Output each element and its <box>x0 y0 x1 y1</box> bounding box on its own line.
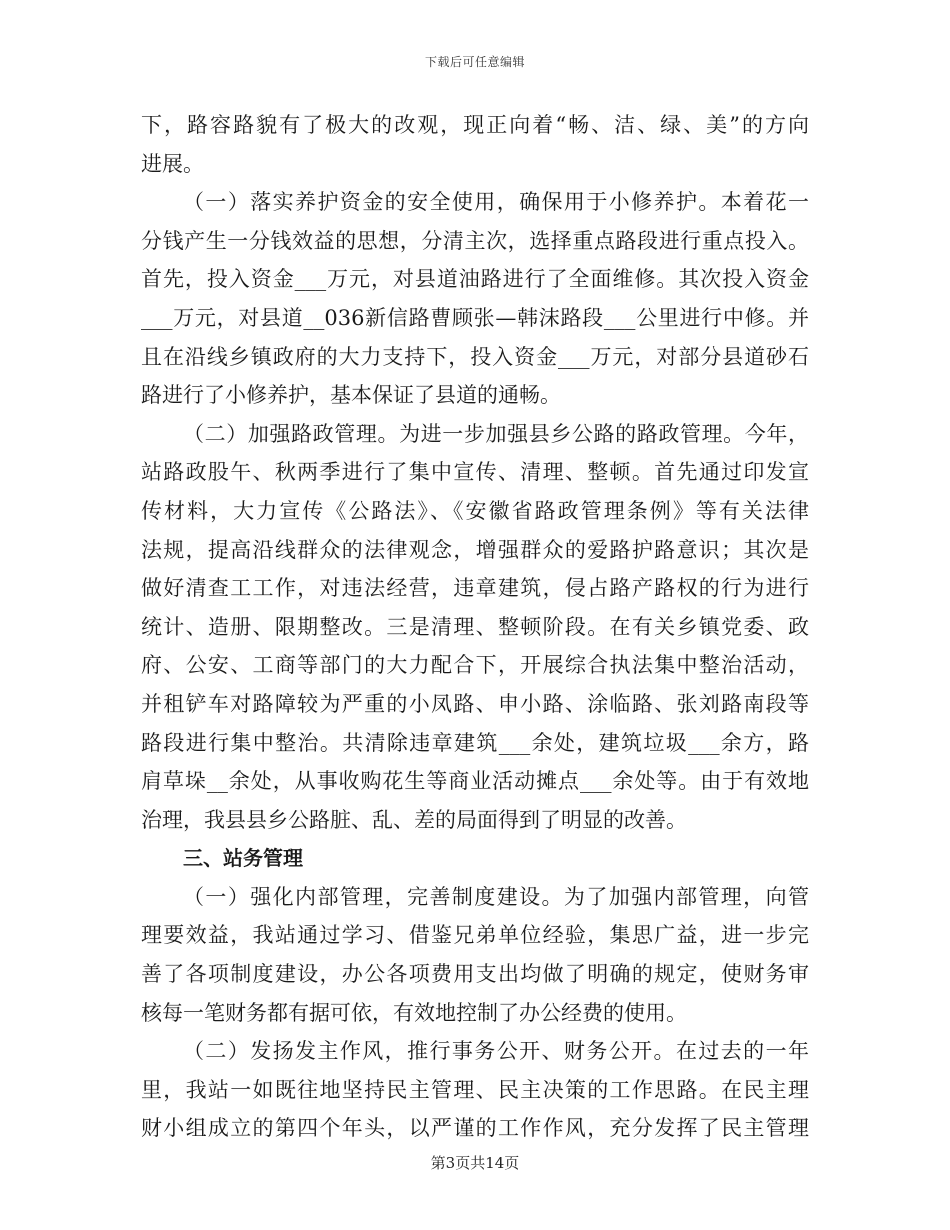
text-line: 善了各项制度建设，办公各项费用支出均做了明确的规定，使财务审 <box>141 962 809 987</box>
text-line: 里，我站一如既往地坚持民主管理、民主决策的工作思路。在民主理 <box>141 1077 809 1102</box>
text-line: 站路政股午、秋两季进行了集中宣传、清理、整顿。首先通过印发宣 <box>141 460 809 485</box>
text-line: 分钱产生一分钱效益的思想，分清主次，选择重点路段进行重点投入。 <box>141 228 809 253</box>
text-line: 并租铲车对路障较为严重的小凤路、申小路、涂临路、张刘路南段等 <box>141 691 809 716</box>
text-line: 首先，投入资金___万元，对县道油路进行了全面维修。其次投入资金 <box>141 267 809 292</box>
text-line: 府、公安、工商等部门的大力配合下，开展综合执法集中整治活动， <box>141 653 809 678</box>
text-line: 理要效益，我站通过学习、借鉴兄弟单位经验，集思广益，进一步完 <box>141 923 809 948</box>
text-line: 传材料，大力宣传《公路法》、《安徽省路政管理条例》等有关法律 <box>141 498 809 523</box>
text-line: 财小组成立的第四个年头，以严谨的工作作风，充分发挥了民主管理 <box>141 1116 809 1141</box>
header-note: 下载后可任意编辑 <box>424 55 525 69</box>
text-line: 肩草垛__余处，从事收购花生等商业活动摊点___余处等。由于有效地 <box>141 769 809 794</box>
document-body <box>141 106 809 1148</box>
text-line: 进展。 <box>141 151 204 176</box>
text-line: 法规，提高沿线群众的法律观念，增强群众的爱路护路意识；其次是 <box>141 537 809 562</box>
text-line: 路段进行集中整治。共清除违章建筑___余处，建筑垃圾___余方，路 <box>141 730 809 755</box>
text-line: 且在沿线乡镇政府的大力支持下，投入资金___万元，对部分县道砂石 <box>141 344 809 369</box>
text-line: 核每一笔财务都有据可依，有效地控制了办公经费的使用。 <box>141 1000 687 1025</box>
section-heading: 三、站务管理 <box>183 846 303 871</box>
paragraph-start-line: （一）落实养护资金的安全使用，确保用于小修养护。本着花一 <box>183 190 809 215</box>
paragraph-start-line: （二）发扬发主作风，推行事务公开、财务公开。在过去的一年 <box>183 1039 809 1064</box>
paragraph-start-line: （一）强化内部管理，完善制度建设。为了加强内部管理，向管 <box>183 884 809 909</box>
text-line: ___万元，对县道__036新信路曹顾张—韩沫路段___公里进行中修。并 <box>141 305 809 330</box>
text-line: 治理，我县县乡公路脏、乱、差的局面得到了明显的改善。 <box>141 807 687 832</box>
page-number: 第3页共14页 <box>430 1154 520 1172</box>
text-line: 路进行了小修养护，基本保证了县道的通畅。 <box>141 383 561 408</box>
paragraph-start-line: （二）加强路政管理。为进一步加强县乡公路的路政管理。今年， <box>183 421 809 446</box>
text-line: 统计、造册、限期整改。三是清理、整顿阶段。在有关乡镇党委、政 <box>141 614 809 639</box>
text-line: 做好清查工工作，对违法经营，违章建筑，侵占路产路权的行为进行 <box>141 576 809 601</box>
text-line: 下，路容路貌有了极大的改观，现正向着“畅、洁、绿、美”的方向 <box>141 113 809 137</box>
